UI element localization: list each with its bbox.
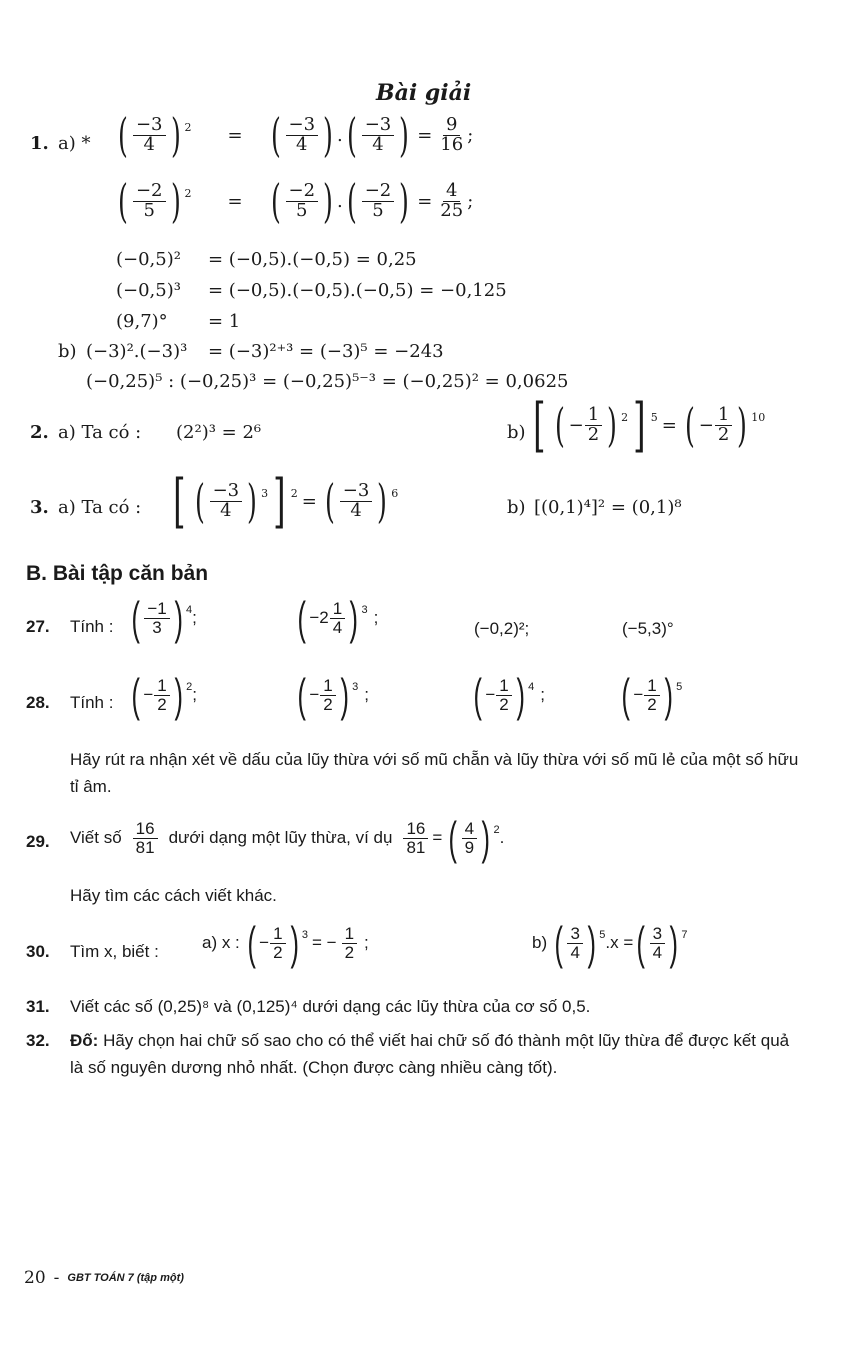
frac-den: 4 — [296, 133, 308, 155]
exponent: 3 — [301, 929, 308, 941]
exponent: 5 — [599, 929, 606, 941]
ex30a-label: a) x : — [202, 933, 240, 952]
exponent: 3 — [352, 681, 359, 693]
frac-den: 4 — [350, 499, 362, 521]
solution-1b-label: b) — [58, 341, 77, 362]
frac-den: 25 — [440, 199, 464, 221]
frac-den: 4 — [332, 617, 343, 637]
exercise-29-number: 29. — [26, 832, 50, 851]
frac-den: 4 — [652, 942, 663, 962]
eq-2a: (2²)³ = 2⁶ — [176, 422, 262, 443]
frac-num: 4 — [462, 820, 477, 839]
book-title: GBT TOÁN 7 (tập một) — [67, 1272, 184, 1284]
frac-num: 1 — [585, 406, 602, 426]
ex28-item2: ( − $\frac{1}{2}$ ) $^3$ ; — [297, 669, 369, 721]
eq-1a-line2: ( $\frac{-2}{5}$ ) $^2$ = ( $\frac{-2}{5}$ ) . ( $\frac{-2}{5}$ ) = $\frac{4}{25}$ ; — [118, 174, 474, 228]
exercise-32-number: 32. — [26, 1031, 50, 1050]
exercise-28-label: Tính : — [70, 693, 114, 712]
exponent: 10 — [751, 410, 766, 424]
frac-num: 1 — [715, 406, 732, 426]
solution-3b-label: b) — [507, 497, 526, 518]
ex27-item1: ( $\frac{-1}{3}$ ) $^4$ ; — [131, 592, 197, 644]
ex30b-x: .x = — [605, 933, 634, 952]
footer-separator: - — [53, 1268, 60, 1288]
frac-num: 1 — [496, 677, 511, 696]
frac-num: 3 — [567, 925, 582, 944]
ex27-item3: (−0,2)²; — [474, 619, 530, 638]
frac-den: 2 — [157, 694, 167, 714]
exercise-29-text: Viết số $\frac{16}{81}$ dưới dạng một lũy thừa, ví dụ $\frac{16}{81}$ = ( $\frac{4}{9}$ ) $^2$ . — [70, 812, 505, 864]
ex28-item1: ( − $\frac{1}{2}$ ) $^2$ ; — [131, 669, 197, 721]
eq-1a-line4-right: = (−0,5).(−0,5).(−0,5) = −0,125 — [208, 280, 507, 301]
eq-3a: [ ( $\frac{-3}{4}$ ) $^3$ ] $^2$ = ( $\frac{-3}{4}$ ) $^6$ — [173, 467, 399, 535]
ex27-item4: (−5,3)° — [622, 619, 674, 638]
frac-den: 81 — [135, 837, 155, 857]
frac-num: −2 — [286, 182, 319, 202]
frac-den: 2 — [587, 423, 600, 445]
frac-num: −3 — [286, 116, 319, 136]
frac-num: 16 — [133, 820, 158, 839]
solution-2-number: 2. — [30, 422, 49, 443]
frac-den: 3 — [152, 617, 162, 637]
ex30b-label: b) — [532, 933, 548, 952]
ex30a: a) x : ( − $\frac{1}{2}$ ) $^3$ = − $\frac{1}{2}$ ; — [202, 917, 369, 969]
exponent: 4 — [186, 604, 193, 616]
frac-den: 2 — [344, 942, 355, 962]
frac-den: 2 — [717, 423, 730, 445]
exercise-27-label: Tính : — [70, 617, 114, 636]
frac-num: 1 — [320, 677, 335, 696]
exercise-29-note: Hãy tìm các cách viết khác. — [70, 886, 277, 905]
eq-1b-line1-left: (−3)².(−3)³ — [86, 341, 188, 362]
frac-num: 16 — [403, 820, 428, 839]
eq-1a-line4-left: (−0,5)³ — [116, 280, 181, 301]
exponent: 6 — [391, 486, 399, 500]
frac-den: 4 — [570, 942, 580, 962]
exercise-27-number: 27. — [26, 617, 50, 636]
exponent: 3 — [261, 486, 269, 500]
solution-2a-label: a) Ta có : — [58, 422, 142, 443]
ex27-item2: ( −2 $\frac{1}{4}$ ) $^3$ ; — [297, 592, 379, 644]
exponent: 2 — [493, 824, 500, 836]
eq-1a-line5-right: = 1 — [208, 311, 241, 332]
solution-1-number: 1. — [30, 133, 49, 154]
exponent: 2 — [184, 120, 192, 134]
frac-den: 2 — [273, 942, 283, 962]
eq-1b-line1-right: = (−3)²⁺³ = (−3)⁵ = −243 — [208, 341, 444, 362]
exponent: 5 — [676, 681, 683, 693]
exercise-32-text: Hãy chọn hai chữ số sao cho có thể viết hai chữ số đó thành một lũy thừa để được kết quả là số nguyên dương nhỏ nhất. (Chọn được càng nhiều càng tốt). — [70, 1031, 790, 1077]
frac-num: −2 — [362, 182, 395, 202]
page-footer — [24, 1268, 184, 1288]
exercise-30-label: Tìm x, biết : — [70, 942, 159, 961]
exponent: 2 — [186, 681, 193, 693]
frac-num: −3 — [340, 482, 373, 502]
exponent: 3 — [361, 604, 368, 616]
frac-num: 1 — [330, 600, 345, 619]
ex30b: b) ( $\frac{3}{4}$ ) $^5$ .x = ( $\frac{3}{4}$ ) $^7$ — [532, 917, 688, 969]
eq-1a-line5-left: (9,7)° — [116, 311, 168, 332]
frac-num: −3 — [362, 116, 395, 136]
frac-num: 3 — [650, 925, 665, 944]
exercise-32-label: Đố: — [70, 1031, 99, 1050]
ex28-item3: ( − $\frac{1}{2}$ ) $^4$ ; — [473, 669, 545, 721]
frac-num: −1 — [144, 600, 169, 619]
frac-num: −3 — [210, 482, 243, 502]
exponent: 2 — [621, 410, 629, 424]
eq-1b-line2: (−0,25)⁵ : (−0,25)³ = (−0,25)⁵⁻³ = (−0,25)² = 0,0625 — [86, 371, 569, 392]
eq-3b: [(0,1)⁴]² = (0,1)⁸ — [534, 497, 682, 518]
frac-den: 2 — [323, 694, 333, 714]
frac-num: 1 — [154, 677, 169, 696]
frac-den: 2 — [647, 694, 657, 714]
frac-den: 5 — [143, 199, 155, 221]
frac-num: 9 — [443, 116, 460, 136]
exponent: 2 — [184, 186, 192, 200]
exercise-31-text: Viết các số (0,25)⁸ và (0,125)⁴ dưới dạng các lũy thừa của cơ số 0,5. — [70, 997, 591, 1016]
exercise-32-body — [70, 1027, 794, 1081]
frac-den: 16 — [440, 133, 464, 155]
frac-num: 4 — [443, 182, 460, 202]
frac-den: 5 — [296, 199, 308, 221]
eq-1a-line1: ( $\frac{-3}{4}$ ) $^2$ = ( $\frac{-3}{4}$ ) . ( $\frac{-3}{4}$ ) = $\frac{9}{16}$ ; — [118, 108, 474, 162]
solution-3-number: 3. — [30, 497, 49, 518]
exercise-30-number: 30. — [26, 942, 50, 961]
frac-num: 1 — [270, 925, 285, 944]
ex29-text1: Viết số — [70, 828, 122, 847]
exercise-28-note: Hãy rút ra nhận xét về dấu của lũy thừa với số mũ chẵn và lũy thừa với số mũ lẻ của một số hữu tỉ âm. — [70, 750, 799, 796]
mixed-whole: −2 — [309, 608, 329, 627]
page-number: 20 — [24, 1268, 46, 1288]
frac-num: 1 — [342, 925, 357, 944]
frac-den: 2 — [499, 694, 509, 714]
frac-den: 5 — [372, 199, 384, 221]
frac-den: 4 — [143, 133, 155, 155]
section-title: B. Bài tập căn bản — [26, 562, 209, 585]
frac-den: 81 — [406, 837, 426, 857]
frac-den: 9 — [464, 837, 475, 857]
frac-den: 4 — [220, 499, 232, 521]
frac-den: 4 — [372, 133, 384, 155]
exercise-31-number: 31. — [26, 997, 50, 1016]
solution-3a-label: a) Ta có : — [58, 497, 142, 518]
solution-1a-label: a) * — [58, 133, 91, 154]
exponent: 2 — [290, 486, 298, 500]
eq-1a-line3-left: (−0,5)² — [116, 249, 181, 270]
ex29-text2: dưới dạng một lũy thừa, ví dụ — [168, 828, 393, 847]
eq-1a-line3-right: = (−0,5).(−0,5) = 0,25 — [208, 249, 417, 270]
frac-num: −2 — [133, 182, 166, 202]
solution-title: Bài giải — [376, 80, 472, 106]
exponent: 4 — [528, 681, 535, 693]
ex28-item4: ( − $\frac{1}{2}$ ) $^5$ — [621, 669, 683, 721]
frac-num: 1 — [644, 677, 659, 696]
exponent: 5 — [650, 410, 658, 424]
frac-num: −3 — [133, 116, 166, 136]
exercise-28-number: 28. — [26, 693, 50, 712]
solution-2b-label: b) — [507, 422, 526, 443]
exponent: 7 — [681, 929, 688, 941]
eq-2b: [ ( − $\frac{1}{2}$ ) $^2$ ] $^5$ = ( − $\frac{1}{2}$ ) $^{10}$ — [533, 391, 766, 459]
